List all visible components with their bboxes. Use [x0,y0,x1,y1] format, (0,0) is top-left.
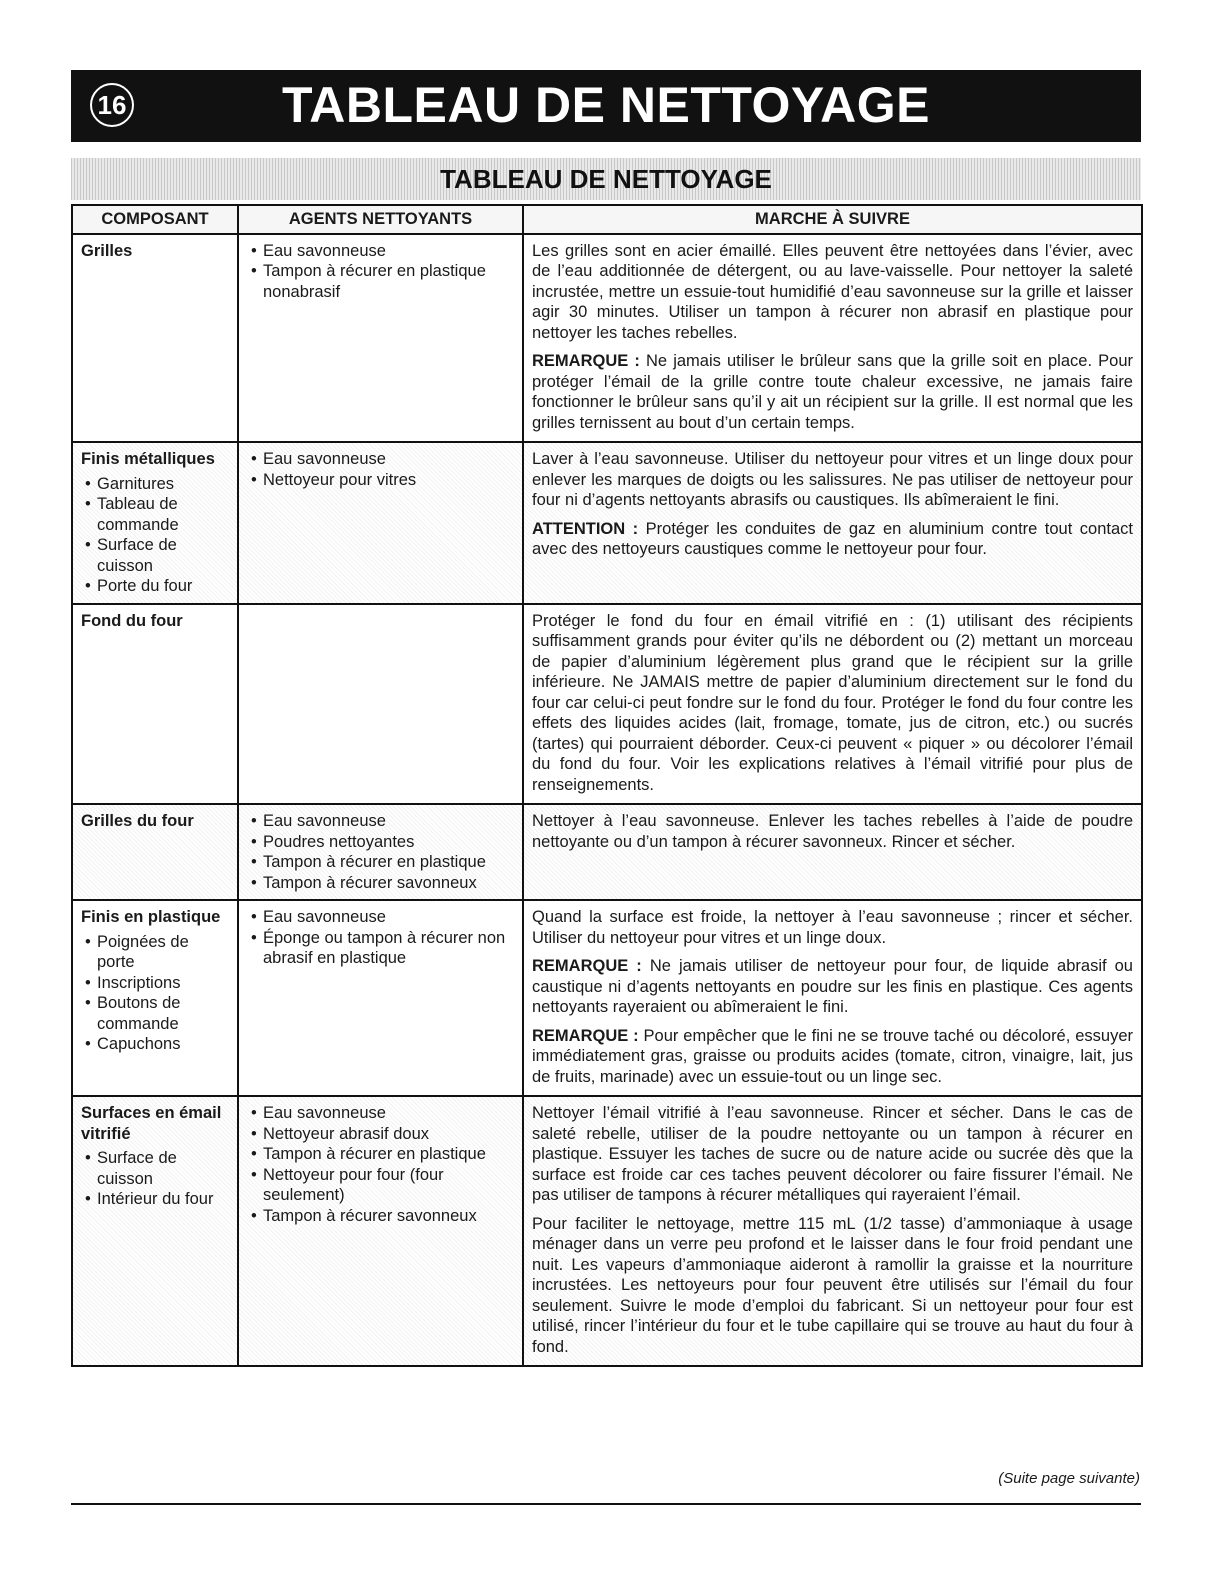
table-banner [71,158,1141,200]
procedure-paragraph [532,1214,1133,1358]
component-part-item: • Boutons de commande [81,993,229,1034]
agent-item: • Nettoyeur pour four (four seulement) [247,1165,514,1206]
procedure-paragraph [532,351,1133,433]
component-cell [72,442,238,604]
agents-list [247,811,514,893]
component-cell [72,234,238,443]
component-name: Grilles du four [81,812,194,830]
note-label: REMARQUE : [532,352,640,370]
agents-cell [238,442,523,604]
agents-cell [238,234,523,443]
table-row [72,234,1142,443]
agent-item: • Éponge ou tampon à récurer non abrasif en plastique [247,928,514,969]
procedure-cell [523,804,1142,900]
procedure-paragraph [532,907,1133,948]
note-label: ATTENTION : [532,519,639,538]
continued-note: (Suite page suivante) [998,1470,1140,1487]
procedure-paragraph [532,241,1133,344]
procedure-cell [523,1096,1142,1366]
component-part-item: • Surface de cuisson [81,535,229,576]
agents-cell [238,804,523,900]
component-part-item: • Porte du four [81,576,229,597]
column-header-component: COMPOSANT [72,205,238,234]
procedure-paragraph [532,449,1133,511]
procedure-text: Protéger le fond du four en émail vitrifié en : (1) utilisant des récipients suffisamment grands pour éviter qu’ils ne débordent ou (2) mettant un morceau de papier d’aluminium légèrement plus grand que le récipient sur la grille inférieure. Ne JAMAIS mettre de papier d’aluminium directement sur le fond du four car celui-ci peut fondre sur le fond du four. Protéger le fond du four contre les effets des liquides acides (lait, fromage, tomate, jus de citron, etc.) ou sucrés (tartes) qui pourraient déborder. Ceux-ci peuvent « piquer » ou décolorer l’émail du fond du four. Voir les explications relatives à l’émail vitrifié pour plus de renseignements. [532,611,1133,794]
component-name: Surfaces en émail vitrifié [81,1104,222,1143]
component-cell [72,1096,238,1366]
procedure-paragraph [532,1026,1133,1088]
component-part-item: • Tableau de commande [81,494,229,535]
procedure-text: Pour faciliter le nettoyage, mettre 115 mL (1/2 tasse) d’ammoniaque à usage ménager dans un verre peu profond et le laisser dans le four froid pendant une nuit. Les vapeurs d’ammoniaque aideront à ramollir la graisse et la nourriture incrustées. Les nettoyeurs pour four peuvent être utilisés sur l’émail du four seulement. Suivre le mode d’emploi du fabricant. Si un nettoyeur pour four est utilisé, rincer l’intérieur du four et le tube capillaire qui se trouve au haut du four à fond. [532,1214,1133,1356]
procedure-paragraph [532,611,1133,796]
agents-list [247,907,514,969]
procedure-paragraph [532,1103,1133,1206]
agents-list [247,1103,514,1226]
procedure-text: Pour empêcher que le fini ne se trouve taché ou décoloré, essuyer immédiatement gras, graisse ou produits acides (tomate, citron, vinaigre, lait, jus de fruits, marinade) avec un essuie-tout ou un linge sec. [532,1026,1133,1086]
component-part-item: • Poignées de porte [81,932,229,973]
component-parts-list [81,932,229,1055]
agent-item: • Nettoyeur abrasif doux [247,1124,514,1145]
procedure-cell [523,900,1142,1096]
table-title: TABLEAU DE NETTOYAGE [440,164,772,194]
procedure-text: Laver à l’eau savonneuse. Utiliser du nettoyeur pour vitres et un linge doux pour enlever les marques de doigts ou les salissures. Ne pas utiliser de nettoyeur pour four ni d’agents nettoyants abrasifs ou caustiques. Ils abîmeraient le fini. [532,450,1133,509]
note-label: REMARQUE : [532,1026,639,1045]
agent-item: • Eau savonneuse [247,449,514,470]
procedure-paragraph [532,811,1133,852]
component-cell [72,900,238,1096]
procedure-cell [523,442,1142,604]
cleaning-table [71,204,1143,1367]
procedure-text: Nettoyer l’émail vitrifié à l’eau savonneuse. Rincer et sécher. Dans le cas de saleté rebelle, utiliser de la poudre nettoyante ou un tampon à récurer en plastique. Essuyer les taches de sucre ou de nature acide ou sucrée dès que la surface est froide car ces taches peuvent décolorer ou faire fissurer l’émail. Ne pas utiliser de tampons à récurer métalliques qui rayeraient l’émail. [532,1104,1133,1204]
component-name: Finis métalliques [81,450,215,468]
footer-divider [71,1503,1141,1505]
component-part-item: • Garnitures [81,474,229,495]
procedure-text: Ne jamais utiliser de nettoyeur pour four, de liquide abrasif ou caustique ni d’agents nettoyants en poudre sur les finis en plastique. Ces agents nettoyants rayeraient ou abîmeraient le fini. [532,957,1133,1016]
table-row [72,1096,1142,1366]
component-parts-list [81,474,229,597]
procedure-cell [523,604,1142,805]
agent-item: • Tampon à récurer savonneux [247,1206,514,1227]
agent-item: • Poudres nettoyantes [247,832,514,853]
page-title: TABLEAU DE NETTOYAGE [281,77,931,133]
section-header [71,70,1141,142]
component-name: Fond du four [81,611,183,630]
procedure-text: Protéger les conduites de gaz en aluminium contre tout contact avec des nettoyeurs caustiques comme le nettoyeur pour four. [532,519,1133,558]
table-row [72,442,1142,604]
component-cell [72,804,238,900]
section-number: 16 [92,85,132,125]
component-part-item: • Surface de cuisson [81,1148,229,1189]
agent-item: • Eau savonneuse [247,811,514,832]
agent-item: • Tampon à récurer en plastique nonabrasif [247,261,514,302]
component-name: Finis en plastique [81,908,221,926]
agents-list [247,241,514,303]
component-name: Grilles [81,241,133,260]
procedure-text: Ne jamais utiliser le brûleur sans que la grille soit en place. Pour protéger l’émail de la grille contre toute chaleur excessive, ne jamais faire fonctionner le brûleur sans qu’il y ait un récipient sur la grille. Il est normal que les grilles ternissent au bout d’un certain temps. [532,352,1133,432]
procedure-paragraph [532,956,1133,1018]
table-row [72,900,1142,1096]
note-label: REMARQUE : [532,957,642,975]
procedure-cell [523,234,1142,443]
agent-item: • Eau savonneuse [247,907,514,928]
component-part-item: • Capuchons [81,1034,229,1055]
table-header-row [72,205,1142,234]
agents-cell [238,900,523,1096]
agent-item: • Tampon à récurer en plastique [247,852,514,873]
procedure-text: Quand la surface est froide, la nettoyer à l’eau savonneuse ; rincer et sécher. Utiliser du nettoyeur pour vitres et un linge doux. [532,908,1133,947]
agents-cell [238,1096,523,1366]
agent-item: • Eau savonneuse [247,241,514,262]
component-parts-list [81,1148,229,1210]
column-header-procedure: MARCHE À SUIVRE [523,205,1142,234]
agents-list [247,449,514,490]
table-row [72,804,1142,900]
agent-item: • Tampon à récurer savonneux [247,873,514,894]
component-cell [72,604,238,805]
agent-item: • Nettoyeur pour vitres [247,470,514,491]
procedure-text: Les grilles sont en acier émaillé. Elles peuvent être nettoyées dans l’évier, avec de l’eau additionnée de détergent, ou au lave-vaisselle. Pour nettoyer la saleté incrustée, mettre un essuie-tout humidifié d’eau savonneuse sur la grille et laisser agir 30 minutes. Utiliser un tampon à récurer non abrasif en plastique pour nettoyer les taches rebelles. [532,241,1133,342]
agents-cell [238,604,523,805]
component-part-item: • Intérieur du four [81,1189,229,1210]
component-part-item: • Inscriptions [81,973,229,994]
procedure-text: Nettoyer à l’eau savonneuse. Enlever les taches rebelles à l’aide de poudre nettoyante ou d’un tampon à récurer savonneux. Rincer et sécher. [532,812,1133,851]
column-header-agents: AGENTS NETTOYANTS [238,205,523,234]
procedure-paragraph [532,519,1133,560]
agent-item: • Eau savonneuse [247,1103,514,1124]
table-row [72,604,1142,805]
agent-item: • Tampon à récurer en plastique [247,1144,514,1165]
